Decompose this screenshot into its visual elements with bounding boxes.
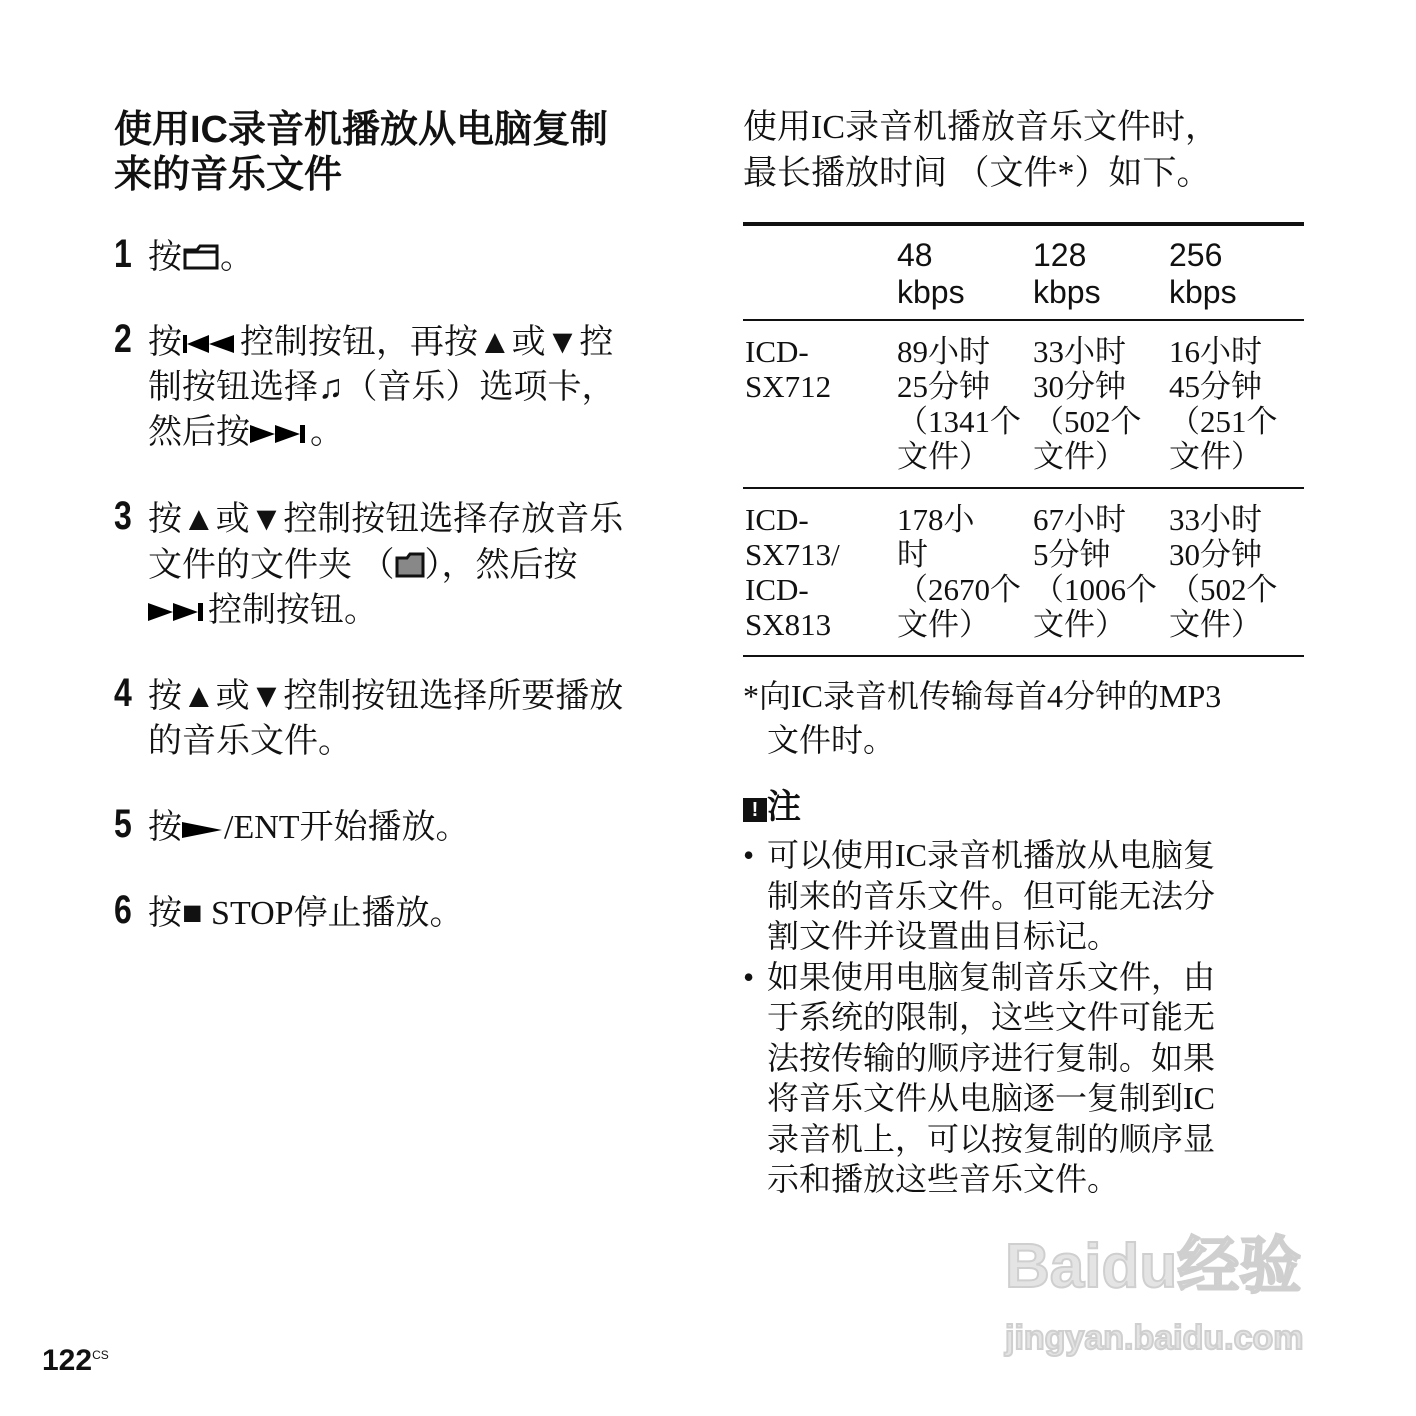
note-line: 如果使用电脑复制音乐文件，由 bbox=[767, 958, 1216, 995]
text: 控制按钮，再按 bbox=[240, 324, 478, 361]
caution-icon: ! bbox=[743, 798, 767, 822]
table-rule bbox=[743, 319, 1304, 321]
step-number: 3 bbox=[114, 494, 132, 538]
text: 。 bbox=[310, 414, 344, 451]
footnote: *向IC录音机传输每首4分钟的MP3 bbox=[743, 678, 1222, 714]
text: ），然后按 bbox=[424, 547, 578, 584]
text: 或 bbox=[215, 501, 250, 538]
text: 按 bbox=[148, 895, 182, 932]
table-cell: ICD- SX713/ ICD- SX813 bbox=[745, 502, 840, 642]
step-number: 4 bbox=[114, 671, 132, 715]
note-line: 制来的音乐文件。但可能无法分 bbox=[767, 877, 1216, 914]
table-top-rule bbox=[743, 222, 1304, 226]
step-2-line bbox=[148, 323, 613, 365]
text: 。 bbox=[220, 239, 254, 276]
text: 122 bbox=[42, 1344, 93, 1377]
table-cell: 16小时 45分钟 （251个 文件） bbox=[1169, 334, 1278, 474]
table-header: 48 kbps bbox=[897, 237, 965, 310]
note-line: 录音机上，可以按复制的顺序显 bbox=[767, 1120, 1216, 1157]
next-icon bbox=[250, 415, 310, 455]
text: 按 bbox=[148, 809, 182, 846]
music-icon: ♫ bbox=[318, 369, 344, 406]
bullet: • bbox=[743, 837, 755, 873]
table-cell: 178小 时 （2670个 文件） bbox=[897, 502, 1021, 642]
table-header: 256 kbps bbox=[1169, 237, 1237, 310]
text: 控制按钮。 bbox=[208, 592, 378, 629]
table-bottom-rule bbox=[743, 655, 1304, 657]
text: 或 bbox=[511, 324, 546, 361]
text: 按 bbox=[148, 678, 182, 715]
step-6-line bbox=[148, 894, 464, 934]
text: 然后按 bbox=[148, 414, 250, 451]
step-5-line bbox=[148, 808, 470, 850]
text: （音乐）选项卡， bbox=[343, 369, 616, 406]
note-heading bbox=[743, 788, 801, 828]
text: 控制按钮选择存放音乐 bbox=[283, 501, 624, 538]
note-line: 将音乐文件从电脑逐一复制到IC bbox=[767, 1080, 1216, 1116]
table-cell: ICD- SX712 bbox=[745, 334, 832, 404]
step-1-text bbox=[148, 238, 254, 280]
up-icon: ▲ bbox=[478, 324, 512, 361]
note-line: 割文件并设置曲目标记。 bbox=[767, 918, 1120, 954]
step-3-line bbox=[148, 591, 378, 633]
intro-text: 使用IC录音机播放音乐文件时， bbox=[743, 109, 1219, 146]
intro-text: 最长播放时间 （文件*）如下。 bbox=[743, 155, 1211, 192]
play-icon bbox=[182, 810, 224, 850]
filled-folder-icon bbox=[395, 548, 425, 588]
note-line: 于系统的限制，这些文件可能无 bbox=[767, 999, 1216, 1035]
table-header: 128 kbps bbox=[1033, 237, 1101, 310]
text: 按 bbox=[148, 239, 182, 276]
table-rule bbox=[743, 487, 1304, 489]
note-line: 法按传输的顺序进行复制。如果 bbox=[767, 1039, 1216, 1076]
text: 控 bbox=[579, 324, 614, 361]
down-icon: ▼ bbox=[545, 324, 580, 361]
step-4-line: 的音乐文件。 bbox=[148, 723, 352, 760]
watermark-url: jingyan.baidu.com bbox=[1005, 1319, 1304, 1357]
table-cell: 89小时 25分钟 （1341个 文件） bbox=[897, 334, 1021, 474]
step-number: 5 bbox=[114, 802, 132, 846]
up-icon: ▲ bbox=[182, 678, 216, 715]
footnote: 文件时。 bbox=[767, 722, 896, 758]
next-icon bbox=[148, 593, 208, 633]
step-3-line bbox=[148, 500, 623, 540]
watermark-logo: Baidu经验 bbox=[1005, 1232, 1302, 1301]
bullet: • bbox=[743, 958, 755, 995]
table-cell: 33小时 30分钟 （502个 文件） bbox=[1169, 502, 1278, 642]
step-number: 2 bbox=[114, 317, 132, 361]
table-cell: 67小时 5分钟 （1006个 文件） bbox=[1033, 502, 1157, 642]
text: 文件的文件夹 （ bbox=[148, 547, 395, 584]
step-2-line bbox=[148, 368, 616, 408]
folder-icon bbox=[182, 240, 220, 280]
step-2-line bbox=[148, 413, 344, 455]
page-number bbox=[42, 1344, 109, 1378]
up-icon: ▲ bbox=[182, 501, 216, 538]
section-title: 使用IC录音机播放从电脑复制 bbox=[114, 109, 609, 151]
down-icon: ▼ bbox=[249, 678, 284, 715]
text: 按 bbox=[148, 324, 182, 361]
down-icon: ▼ bbox=[249, 501, 284, 538]
step-number: 1 bbox=[114, 232, 132, 276]
step-3-line bbox=[148, 546, 578, 588]
previous-icon bbox=[182, 325, 240, 365]
text: 制按钮选择 bbox=[148, 369, 318, 406]
step-4-line bbox=[148, 677, 623, 717]
step-number: 6 bbox=[114, 888, 132, 932]
text: 按 bbox=[148, 501, 182, 538]
table-cell: 33小时 30分钟 （502个 文件） bbox=[1033, 334, 1142, 474]
text: 注 bbox=[767, 789, 801, 826]
text: CS bbox=[92, 1348, 109, 1362]
text: 控制按钮选择所要播放 bbox=[283, 678, 624, 715]
text: 或 bbox=[215, 678, 250, 715]
note-line: 可以使用IC录音机播放从电脑复 bbox=[767, 837, 1216, 873]
text: ■ STOP停止播放。 bbox=[182, 895, 464, 932]
text: /ENT开始播放。 bbox=[224, 809, 470, 846]
section-title: 来的音乐文件 bbox=[114, 154, 343, 196]
note-line: 示和播放这些音乐文件。 bbox=[767, 1161, 1120, 1197]
